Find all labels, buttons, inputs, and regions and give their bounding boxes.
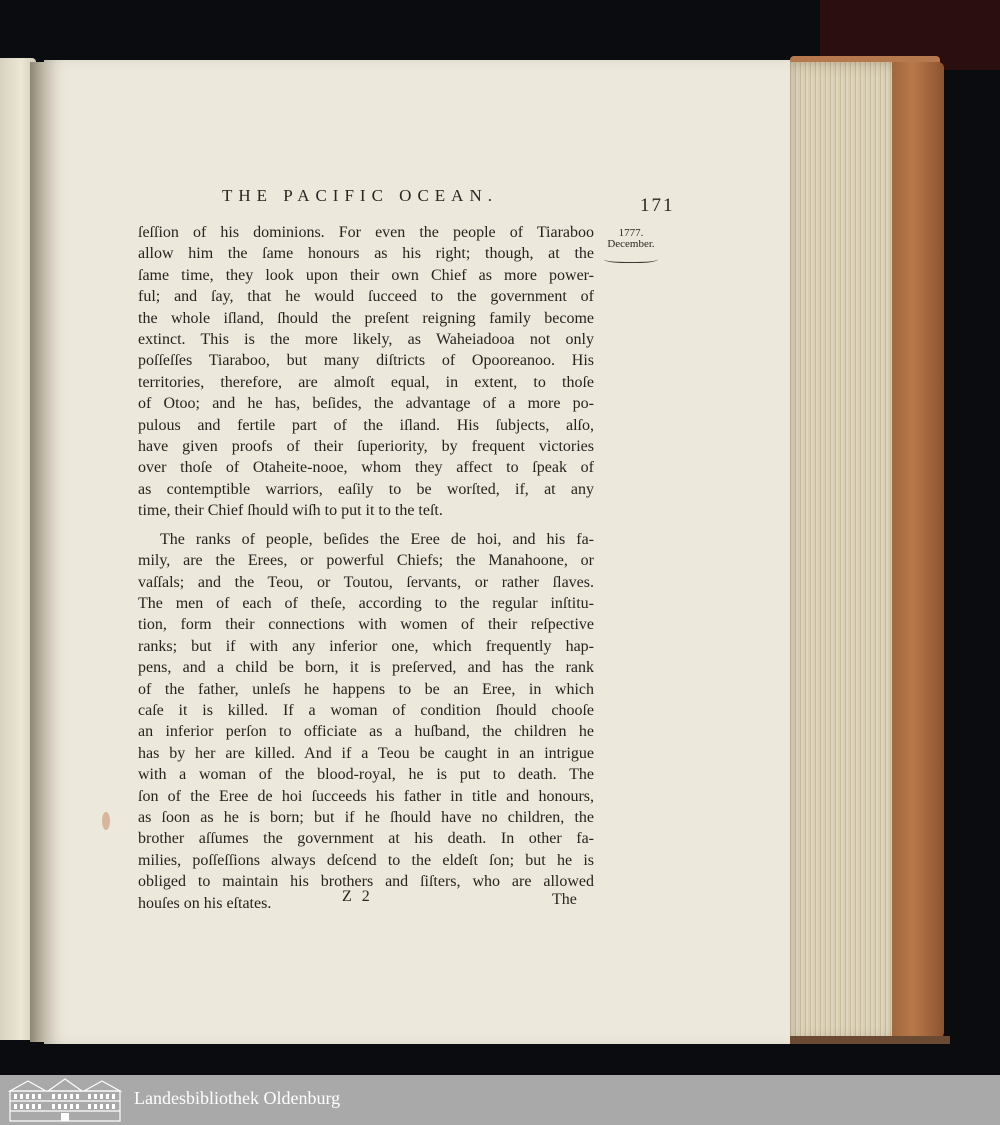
running-head: THE PACIFIC OCEAN. xyxy=(222,186,498,205)
body-text xyxy=(138,222,594,914)
signature-mark: Z 2 xyxy=(342,888,373,905)
text-line: as ſoon as he is born; but if he ſhould have no children, the xyxy=(138,808,594,826)
page-number: 171 xyxy=(640,195,675,216)
text-line: the whole iſland, ſhould the preſent reigning family become xyxy=(138,309,594,327)
paragraph-2 xyxy=(138,529,594,914)
text-line: of the father, unleſs he happens to be an Eree, in which xyxy=(138,680,594,698)
text-line: tion, form their connections with women of their reſpective xyxy=(138,616,594,634)
text-line: houſes on his eſtates. xyxy=(138,894,272,912)
margin-year: 1777. xyxy=(618,227,644,239)
margin-brace xyxy=(604,254,658,263)
text-line: mily, are the Erees, or powerful Chiefs; the Manahoone, or xyxy=(138,552,594,570)
text-line: pens, and a child be born, it is preſerved, and has the rank xyxy=(138,659,594,677)
text-line: The ranks of people, beſides the Eree de hoi, and his fa- xyxy=(160,530,594,548)
text-line: time, their Chief ſhould wiſh to put it to the teſt. xyxy=(138,502,443,520)
text-line: milies, poſſeſſions always deſcend to the eldeſt ſon; but he is xyxy=(138,851,594,869)
text-line: of Otoo; and he has, beſides, the advantage of a more po- xyxy=(138,395,594,413)
text-line: ranks; but if with any inferior one, which frequently hap- xyxy=(138,637,594,655)
page-stain xyxy=(102,812,110,830)
text-line: has by her are killed. And if a Teou be caught in an intrigue xyxy=(138,744,594,762)
text-line: pulous and fertile part of the iſland. His ſubjects, alſo, xyxy=(138,416,594,434)
text-line: obliged to maintain his brothers and ſiſters, who are allowed xyxy=(138,873,594,891)
margin-date-note xyxy=(600,228,662,250)
leather-cover xyxy=(892,62,944,1040)
library-building-logo xyxy=(8,1077,122,1123)
text-line: ſon of the Eree de hoi ſucceeds his father in title and honours, xyxy=(138,787,594,805)
text-line: an inferior perſon to officiate as a huſband, the children he xyxy=(138,723,594,741)
text-line: over thoſe of Otaheite-nooe, whom they affect to ſpeak of xyxy=(138,459,594,477)
margin-month: December. xyxy=(607,238,655,250)
text-line: territories, therefore, are almoſt equal, in extent, to thoſe xyxy=(138,373,594,391)
text-line: with a woman of the blood-royal, he is put to death. The xyxy=(138,766,594,784)
text-line: brother aſſumes the government at his death. In other fa- xyxy=(138,830,594,848)
text-line: allow him the ſame honours as his right; though, at the xyxy=(138,245,594,263)
paragraph-1 xyxy=(138,222,594,522)
text-line: ſeſſion of his dominions. For even the people of Tiaraboo xyxy=(138,224,594,241)
text-line: extinct. This is the more likely, as Waheiadooa not only xyxy=(138,331,594,349)
text-line: The men of each of theſe, according to the regular inſtitu- xyxy=(138,594,594,612)
library-name: Landesbibliothek Oldenburg xyxy=(134,1088,341,1108)
text-line: have given proofs of their ſuperiority, by frequent victories xyxy=(138,438,594,456)
text-line: caſe it is killed. If a woman of condition ſhould chooſe xyxy=(138,701,594,719)
text-line: ſame time, they look upon their own Chief as more power- xyxy=(138,266,594,284)
catchword: The xyxy=(552,891,577,908)
text-line: ful; and ſay, that he would ſucceed to the government of xyxy=(138,288,594,306)
page-fore-edge xyxy=(788,62,900,1042)
text-line: poſſeſſes Tiaraboo, but many diſtricts of Opooreanoo. His xyxy=(138,352,594,370)
text-line: as contemptible warriors, eaſily to be worſted, if, at any xyxy=(138,480,594,498)
text-line: vaſſals; and the Teou, or Toutou, ſervants, or rather ſlaves. xyxy=(138,573,594,591)
